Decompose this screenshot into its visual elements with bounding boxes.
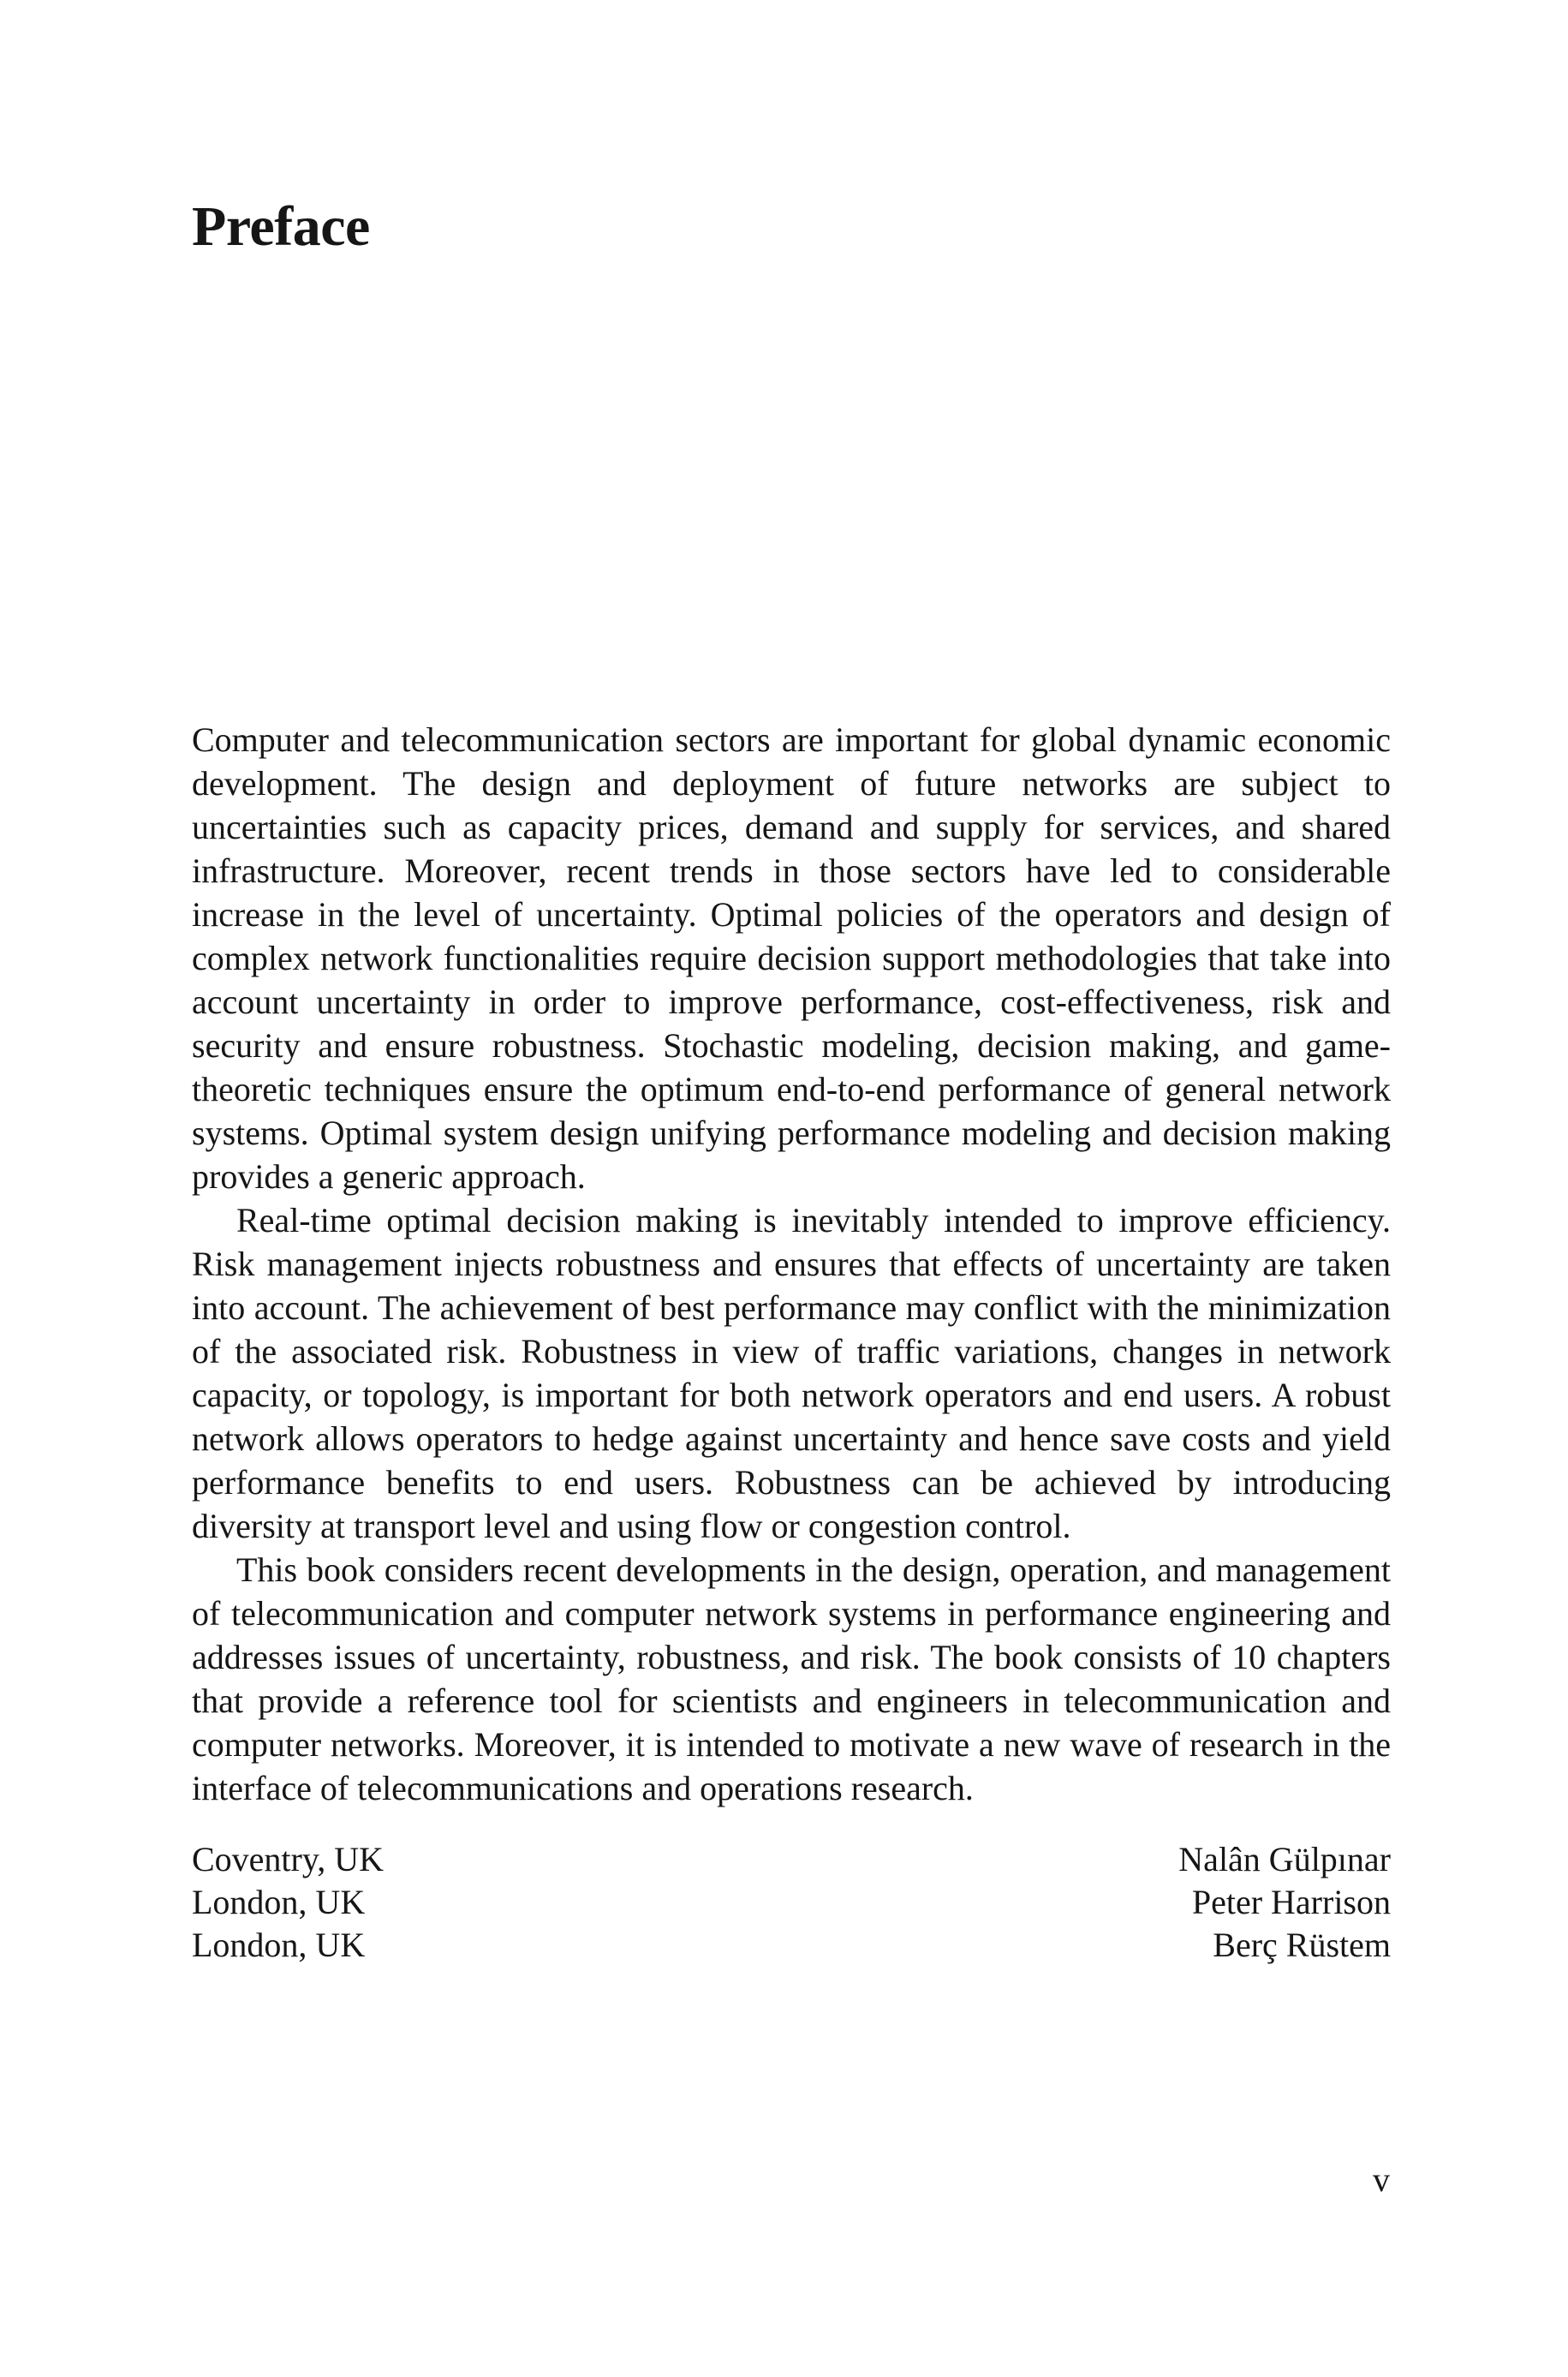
signature-author: Nalân Gülpınar bbox=[1178, 1840, 1391, 1878]
signature-row bbox=[192, 1881, 1391, 1924]
paragraph-3: This book considers recent developments in the design, operation, and management of telecommunication and computer network systems in performance engineering and addresses issues of uncertainty, robustness, and risk. The book consists of 10 chapters that provide a reference tool for scientists and engineers in telecommunication and computer networks. Moreover, it is intended to motivate a new wave of research in the interface of telecommunications and operations research. bbox=[192, 1550, 1391, 1807]
signature-block bbox=[192, 1838, 1391, 1967]
signature-author: Peter Harrison bbox=[1191, 1883, 1391, 1921]
signature-row bbox=[192, 1838, 1391, 1881]
signature-location: London, UK bbox=[192, 1883, 366, 1921]
paragraph-1: Computer and telecommunication sectors are important for global dynamic economic development. The design and deployment of future networks are subject to uncertainties such as capacity prices, demand and supply for services, and shared infrastructure. Moreover, recent trends in those sectors have led to considerable increase in the level of uncertainty. Optimal policies of the operators and design of complex network functionalities require decision support methodologies that take into account uncertainty in order to improve performance, cost-effectiveness, risk and security and ensure robustness. Stochastic modeling, decision making, and game-theoretic techniques ensure the optimum end-to-end performance of general network systems. Optimal system design unifying performance modeling and decision making provides a generic approach. bbox=[192, 720, 1391, 1196]
page-number: v bbox=[1373, 2160, 1390, 2199]
page-title: Preface bbox=[192, 195, 370, 258]
signature-author: Berç Rüstem bbox=[1213, 1926, 1391, 1964]
signature-location: London, UK bbox=[192, 1926, 366, 1964]
paragraph-2: Real-time optimal decision making is inevitably intended to improve efficiency. Risk management injects robustness and ensures that effects of uncertainty are taken into account. The achievement of best performance may conflict with the minimization of the associated risk. Robustness in view of traffic variations, changes in network capacity, or topology, is important for both network operators and end users. A robust network allows operators to hedge against uncertainty and hence save costs and yield performance benefits to end users. Robustness can be achieved by introducing diversity at transport level and using flow or congestion control. bbox=[192, 1201, 1391, 1545]
signature-row bbox=[192, 1924, 1391, 1967]
preface-body bbox=[192, 718, 1391, 1810]
signature-location: Coventry, UK bbox=[192, 1840, 385, 1878]
